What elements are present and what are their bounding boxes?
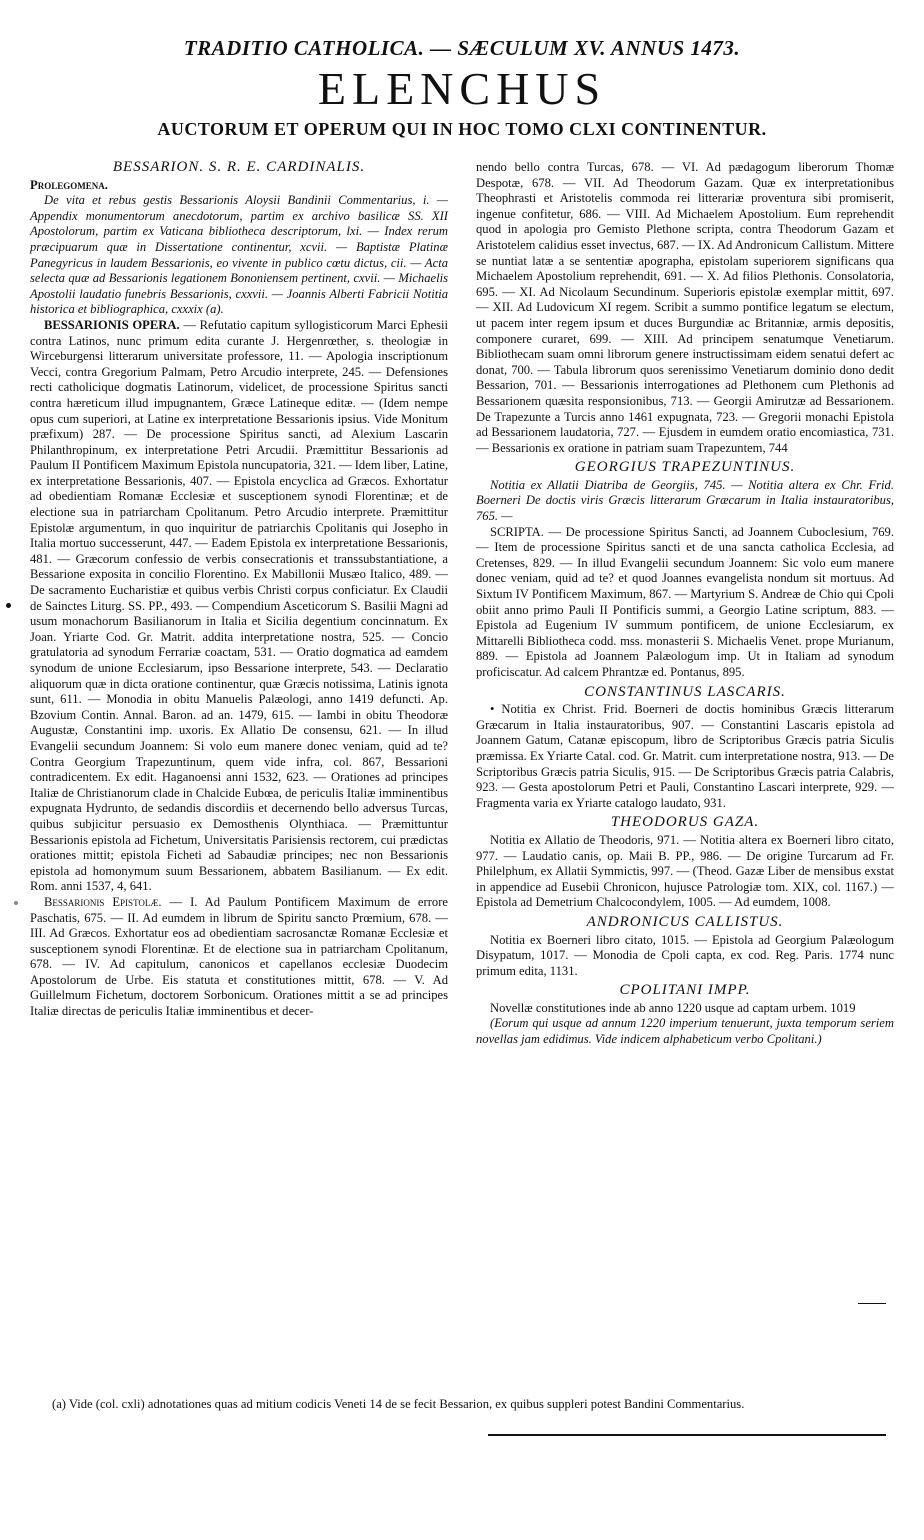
- margin-dot-mark: [6, 603, 11, 608]
- section-heading-bessarion: BESSARION. S. R. E. CARDINALIS.: [112, 159, 366, 175]
- epistolae-text: — I. Ad Paulum Pontificem Maximum de errore Paschatis, 675. — II. Ad eumdem in librum de Spiritu sancto Prœmium, 678. — III. Ad Græcos. Exhortatur eos ad obedientiam sacrosanctæ Romanæ Ecclesiæ et susceptionem synodi Florentinæ. Et de electione sua in patriarcham Cpolitanum, 678. — IV. Ad capitulum, canonicos et capellanos ecclesiæ Duodecim Apostolorum de Urbe. Eis statuta et constitutiones mittit, 678. — V. Ad Guillelmum Fichetum, doctorem Sorbonicum. Orationes mittit a se ad principes Italiæ directas de periculis Italiæ imminentibus et decer-: [30, 894, 448, 1019]
- column-end-rule: [858, 1303, 886, 1304]
- section-heading-callistus: ANDRONICUS CALLISTUS.: [586, 913, 784, 930]
- page-title: ELENCHUS: [317, 63, 607, 114]
- section-heading-trapezuntinus: GEORGIUS TRAPEZUNTINUS.: [574, 459, 796, 476]
- trapezuntinus-notitia: Notitia ex Allatii Diatriba de Georgiis, 745. — Notitia altera ex Chr. Frid. Boerneri De doctis viris Græcis litterarum Græcarum in Italia instauratoribus, 765. —: [476, 477, 894, 524]
- left-column: [30, 160, 448, 1048]
- cpolitani-entry: Novellæ constitutiones inde ab anno 1220 usque ad captam urbem. 1019: [490, 1000, 856, 1015]
- section-heading-cpolitani: CPOLITANI IMPP.: [619, 982, 751, 999]
- lascaris-entry: • Notitia ex Christ. Frid. Boerneri de doctis hominibus Græcis litterarum Græcarum in Italia instauratoribus, 907. — Constantini Lascaris epistola ad Joannem Gatum, Catanæ episcopum, libro de Scriptoribus Græcis patria Siculis præmissa. Ex Yriarte Catal. cod. Gr. Matrit. cum interpretatione nostra, 913. — De Scriptoribus Græcis patria Siculis, 915. — De Scriptoribus Græcis patria Calabris, 923. — Gesta apostolorum Petri et Pauli, Constantino Lascari interprete, 929. — Fragmenta varia ex Yriarte catalogo laudato, 931.: [476, 702, 894, 810]
- section-heading-gaza: THEODORUS GAZA.: [610, 814, 760, 831]
- trapezuntinus-scripta: SCRIPTA. — De processione Spiritus Sancti, ad Joannem Cuboclesium, 769. — Item de processione Spiritus sancti et de una sancta catholica Ecclesia, ad Cretenses, 829. — In illud Evangelii secundum Joannem: Sic volo eum manere donec veniam, quid ad te? et quod Joannes evangelista nondum sit mortuus. Ad Sixtum IV Pontificem Maximum, 867. — Martyrium S. Andreæ de Chio qui Cpoli obiit anno primo Pauli II Pontificis summi, a Georgio Latine scriptum, 883. — Epistola ad Eugenium IV summum pontificem, de unione Ecclesiarum, ex Mittarelli Bibliotheca codd. mss. monasterii S. Michaelis Venet. prope Murianum, 889. — Epistola ad Joannem Palæologum imp. Ut in Italiam ad synodum proficiscatur. Ad calcem Phrantzæ ed. Pontanus, 895.: [476, 524, 894, 679]
- callistus-entry: Notitia ex Boerneri libro citato, 1015. — Epistola ad Georgium Palæologum Disypatum, 1017. — Monodia de Cpoli capta, ex cod. Reg. Paris. 1774 nunc primum edita, 1131.: [476, 932, 894, 978]
- footnote: (a) Vide (col. cxli) adnotationes quas ad mitium codicis Veneti 14 de se fecit Bessarion, ex quibus suppleri potest Bandini Commentarius.: [52, 1397, 745, 1411]
- margin-dot-mark: [14, 901, 18, 905]
- section-heading-lascaris: CONSTANTINUS LASCARIS.: [584, 683, 786, 700]
- epistolae-label: Bessarionis Epistolæ.: [44, 894, 162, 909]
- prolegomena-label: Prolegomena.: [30, 177, 108, 192]
- two-column-body: [30, 160, 894, 1048]
- right-column: [476, 160, 894, 1048]
- opera-entry: [30, 318, 448, 895]
- cpolitani-note: (Eorum qui usque ad annum 1220 imperium tenuerunt, juxta temporum seriem novellas jam edidimus. Vide indicem alphabeticum verbo Cpolitani.): [476, 1016, 894, 1047]
- footnote-rule: [488, 1434, 886, 1436]
- epistolae-continuation: nendo bello contra Turcas, 678. — VI. Ad pædagogum liberorum Thomæ Despotæ, 678. — VII. Ad Theodorum Gazam. Quæ ex interpretationibus Theophrasti et Aristotelis commoda rei litterariæ proventura sibi promiserit, ingenue confitetur, 686. — VIII. Ad Michaelem Apostolium. Eum reprehendit quod in apologia pro Gemisto Plethone scripta, contra Theodorum Gazam et Aristotelem calidius esset invectus, 687. — IX. Ad Andronicum Callistum. Mittere se nuntiat latæ a se sententiæ apographa, epistolam superiorem significans qua Michaelem Apostolium reprehendit, 691. — X. Ad filios Plethonis. Consolatoria, 695. — XI. Ad Nicolaum Secundinum. Superioris epistolæ exemplar mittit, 697. — XII. Ad Ludovicum XI regem. Scribit a summo pontifice legatum se electum, ut pacem inter regem ipsum et duces Burgundiæ ac Britanniæ, armis depositis, componere curaret, 699. — XIII. Ad principem senatumque Venetiarum. Bibliothecam suam omni librorum genere instructissimam eidem senatui defert ac donat, 700. — Tabula librorum quos serenissimo Venetiarum dominio dono dedit Bessarion, 701. — Bessarionis interrogationes ad Plethonem cum Plethonis ad Bessarionem quæsita responsionibus, 713. — Georgii Amirutzæ ad Bessarionem. De Trapezunte a Turcis anno 1461 expugnata, 723. — Gregorii monachi Epistola ad Bessarionem laudatoria, 727. — Ejusdem in eumdem oratio encomiastica, 731. — Bessarionis ex oratione in patriam suam Trapezuntem, 744: [476, 160, 894, 455]
- opera-label: BESSARIONIS OPERA.: [44, 317, 180, 332]
- running-head: TRADITIO CATHOLICA. — SÆCULUM XV. ANNUS 1473.: [183, 36, 741, 60]
- epistolae-entry: [30, 895, 448, 1020]
- opera-text: — Refutatio capitum syllogisticorum Marci Ephesii contra Latinos, nunc primum edita curante J. Hergenrœther, s. theologiæ in Wirceburgensi litterarum universitate professore, 11. — Apologia inscriptionum Vecci, contra Gregorium Palmam, Petro Arcudio interprete, 245. — Defensiones recti catholicique dogmatis Latinorum, videlicet, de processione Spiritus sancti contra hæreticum illud impugnantem, Græce Latineque editæ. — (Idem nempe opus cum superiori, at Latine ex interpretatione Bessarionis ipsius. Vide Monitum præfixum) 287. — De processione Spiritus sancti, ad Alexium Lascarin Philanthropinum, ex interpretatione Petri Arcudii. Præmittitur Bessarionis ad Paulum II Pontificem Maximum Epistola nuncupatoria, 321. — Idem liber, Latine, ex interpretatione Bessarionis, 407. — Epistola encyclica ad Græcos. Exhortatur ad obedientiam Romanæ Ecclesiæ et susceptionem synodi Florentinæ; et de electione sua in patriarcham Cpolitanum. Petro Arcudio interprete. Præmittitur Epistolæ argumentum, in quo inquiritur de patriarchis Cpolitanis qui Josepho in Italia mortuo successerunt, 447. — Eadem Epistola ex interpretatione Bessarionis, 481. — Græcorum confessio de verbis consecrationis et transsubstantiatione, a Bessarione exposita in concilio Florentino. Ex Mabillonii Musæo Italico, 489. — De sacramento Eucharistiæ et quibus verbis Christi corpus conficiatur. Ex Claudii de Sainctes Liturg. SS. PP., 493. — Compendium Asceticorum S. Basilii Magni ad usum monachorum Basilianorum in Italia et Sicilia degentium concinnatum. Ex Joan. Yriarte Cod. Gr. Matrit. addita interpretatione nostra, 525. — Concio gratulatoria ad synodum Ferrariæ coactam, 531. — Oratio dogmatica ad eamdem synodum de unione Ecclesiarum, ipso Bessarione interprete, 543. — Declaratio aliquorum quæ in dicta oratione continentur, quæ Græcis notissima, Latinis ignota sunt, 611. — Monodia in obitu Manuelis Palæologi, anno 1419 defuncti. Ap. Bzovium Contin. Annal. Baron. ad an. 1479, 615. — Iambi in obitu Theodoræ Augustæ, Constantini imp. uxoris. Ex Allatio De consensu, 621. — In illud Evangelii secundum Joannem: Si volo eum manere donec veniam, quid ad te? Contra Georgium Trapezuntinum, quem vide infra, col. 867, Bessarioni contradicentem. Ex edit. Haganoensi anni 1532, 623. — Orationes ad principes Italiæ de Christianorum clade in Chalcide Eubœa, de periculis Italiæ imminentibus expugnata Hydrunto, de sedandis discordiis et decernendo bello adversus Turcas, quibus subjicitur persuasio ex Demosthenis Olynthiaca. — Præmittuntur Bessarionis epistola ad Fichetum, Universitatis Parisiensis rectorem, cui prædictas orationes mittit; epistola Ficheti ad Sabaudiæ principes; nec non Bessarionis epistola ad homonymum suum Bessarionem, abbatem Basilianum. — Ex edit. Rom. anni 1537, 4, 641.: [30, 317, 448, 894]
- page-subtitle: AUCTORUM ET OPERUM QUI IN HOC TOMO CLXI CONTINENTUR.: [157, 119, 767, 139]
- prolegomena-entry: De vita et rebus gestis Bessarionis Aloysii Bandinii Commentarius, i. — Appendix monumentorum anecdotorum, partim ex archivo basilicæ SS. XII Apostolorum, partim ex Vaticana bibliotheca descriptorum, lxi. — Index rerum præcipuarum quæ in Dissertatione continentur, xcvii. — Baptistæ Platinæ Panegyricus in laudem Bessarionis, eo vivente in publico cœtu dictus, cii. — Acta selecta quæ ad Bessarionis legationem Bononiensem pertinent, cxvii. — Michaelis Apostolii laudatio funebris Bessarionis, cxxvii. — Joannis Alberti Fabricii Notitia historica et bibliographica, cxxxix (a).: [30, 193, 448, 317]
- gaza-entry: Notitia ex Allatio de Theodoris, 971. — Notitia altera ex Boerneri libro citato, 977. — Laudatio canis, op. Maii B. PP., 986. — De origine Turcarum ad Fr. Philelphum, ex Allatii Symmictis, 997. — (Theod. Gazæ Liber de mensibus exstat in appendice ad Eusebii Chronicon, hujusce Patrologiæ tom. XIX, col. 1167.) — Epistola ad Demetrium Chalcocondylem, 1005. — Ad eumdem, 1008.: [476, 832, 894, 910]
